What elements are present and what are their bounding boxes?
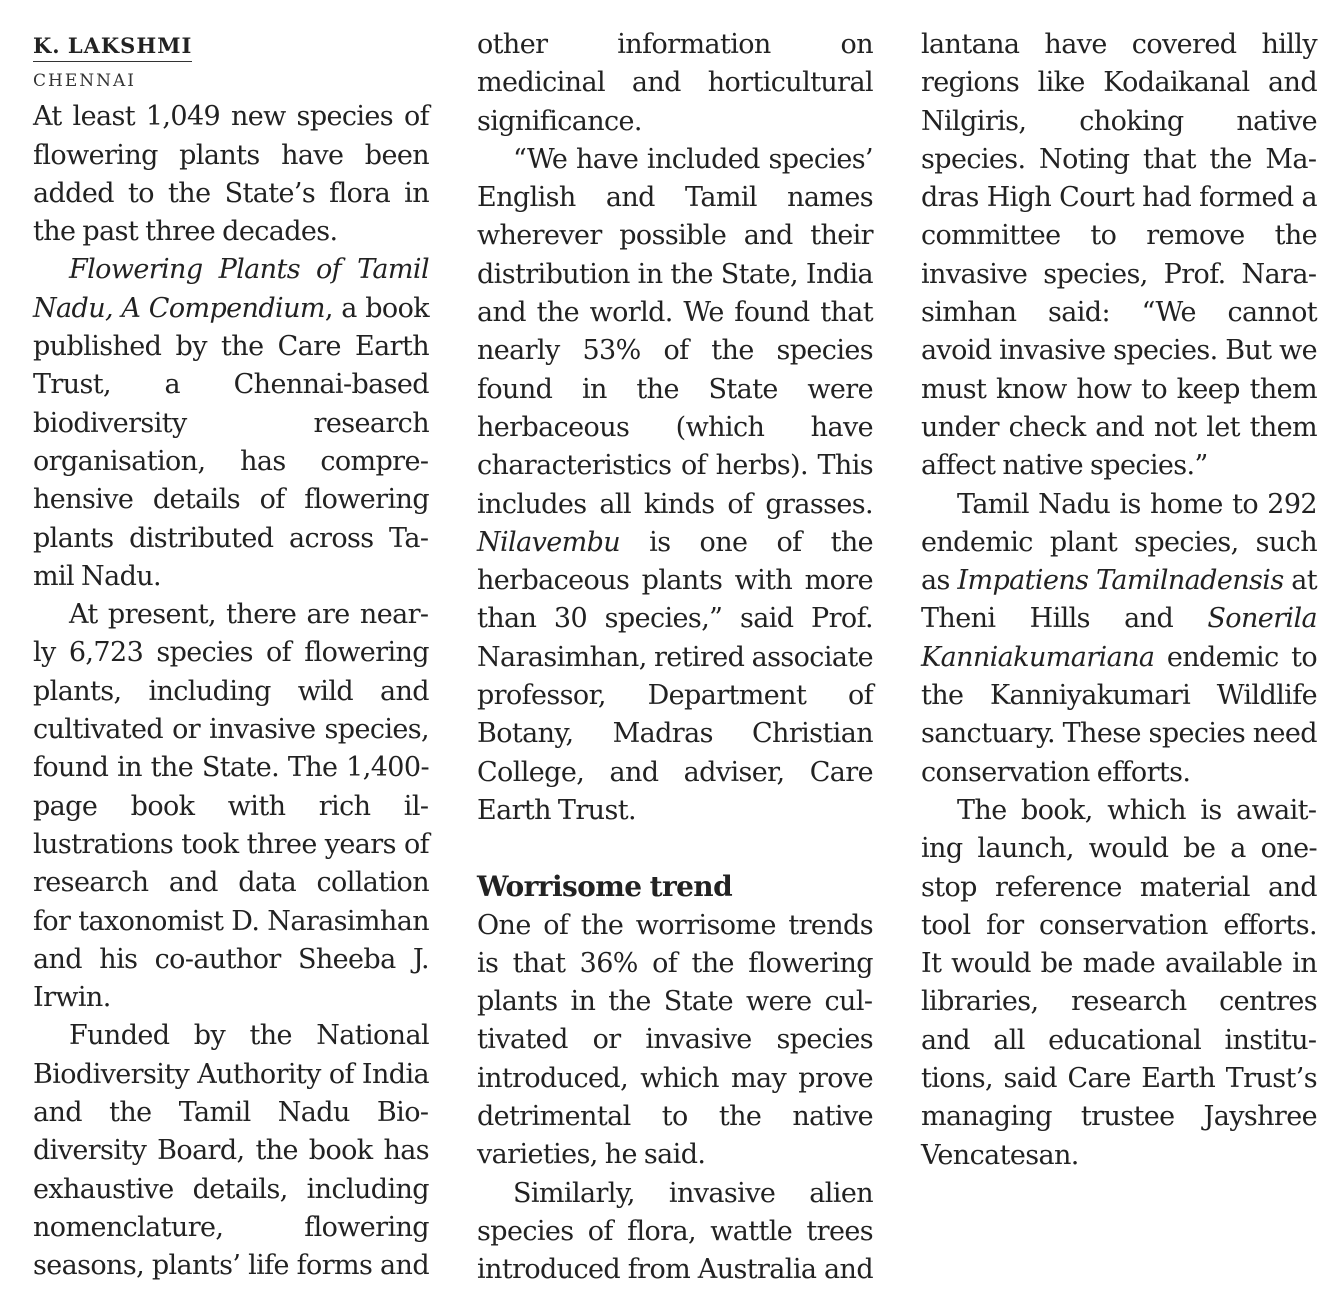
paragraph-intro: At least 1,049 new species of flowering plants have been added to the State’s flora in the past three decades. (33, 101, 429, 248)
paragraph-continued: lantana have covered hilly regions like Kodaikanal and Nilgiris, choking native species. Noting that the Madras High Court had formed a committee to remove the invasive species, Prof. Narasimhan said: “We cannot avoid invasive species. But we must know how to keep them under check and not let them affect native species.” (921, 29, 1317, 482)
byline-dateline: CHENNAI (33, 71, 136, 92)
paragraph-continued: other information on medicinal and horticultural significance. (477, 29, 873, 137)
species-name-impatiens: Impatiens Tamilnadensis (957, 565, 1284, 597)
byline-author: K. LAKSHMI (33, 31, 192, 62)
article-column-3 (921, 26, 1317, 1175)
paragraph-quote-text-b: is one of the herbaceous plants with more than 30 species,” said Prof. Narasimhan, retired associate professor, Department of Botany, Madras Christian College, and adviser, Care Earth Trust. (477, 526, 873, 826)
article-column-1 (33, 26, 429, 1286)
section-spacer (477, 830, 873, 868)
paragraph-endemic (921, 486, 1317, 792)
plant-name-nilavembu: Nilavembu (477, 526, 621, 558)
paragraph-launch: The book, which is awaiting launch, would be a one-stop reference material and tool for conservation efforts. It would be made available in libraries, research centres and all educational institutions, said Care Earth Trust’s managing trustee Jayshree Vencatesan. (921, 794, 1317, 1171)
paragraph-quote-text-a: “We have included species’ English and Tamil names wherever possible and their distribution in the State, India and the world. We found that nearly 53% of the species found in the State were herbaceous (which have characteristics of herbs). This includes all kinds of grasses. (477, 143, 873, 520)
paragraph-endemic-text-a: Tamil Nadu is home to 292 endemic plant species, such as (921, 488, 1317, 597)
paragraph-endemic-text-c: endemic to the Kanniyakumari Wildlife sanctuary. These species need conservation efforts. (921, 641, 1317, 788)
subheading: Worrisome trend (477, 870, 733, 904)
paragraph-endemic-text-b: at Theni Hills and (921, 565, 1317, 635)
paragraph-invasive: Similarly, invasive alien species of flora, wattle trees introduced from Australia and (477, 1177, 873, 1286)
paragraph-quote (477, 141, 873, 830)
article-column-2 (477, 26, 873, 1290)
paragraph-book-text: , a book published by the Care Earth Trust, a Chennai-based biodiversity research organisation, has comprehensive details of flowering plants distributed across Tamil Nadu. (33, 292, 429, 592)
book-title: Flowering Plants of Tamil Nadu, A Compendium (33, 254, 429, 324)
paragraph-book (33, 251, 429, 596)
paragraph-funding: Funded by the National Biodiversity Authority of India and the Tamil Nadu Biodiversity Board, the book has exhaustive details, including nomenclature, flowering seasons, plants’ life forms and (33, 1020, 429, 1282)
paragraph-species-count: At present, there are nearly 6,723 species of flowering plants, including wild and cultivated or invasive species, found in the State. The 1,400-page book with rich illustrations took three years of research and data collation for taxonomist D. Narasimhan and his co-author Sheeba J. Irwin. (33, 599, 429, 1014)
paragraph-trend: One of the worrisome trends is that 36% of the flowering plants in the State were cultivated or invasive species introduced, which may prove detrimental to the native varieties, he said. (477, 909, 873, 1171)
species-name-sonerila: Sonerila Kanniakumariana (921, 603, 1317, 673)
